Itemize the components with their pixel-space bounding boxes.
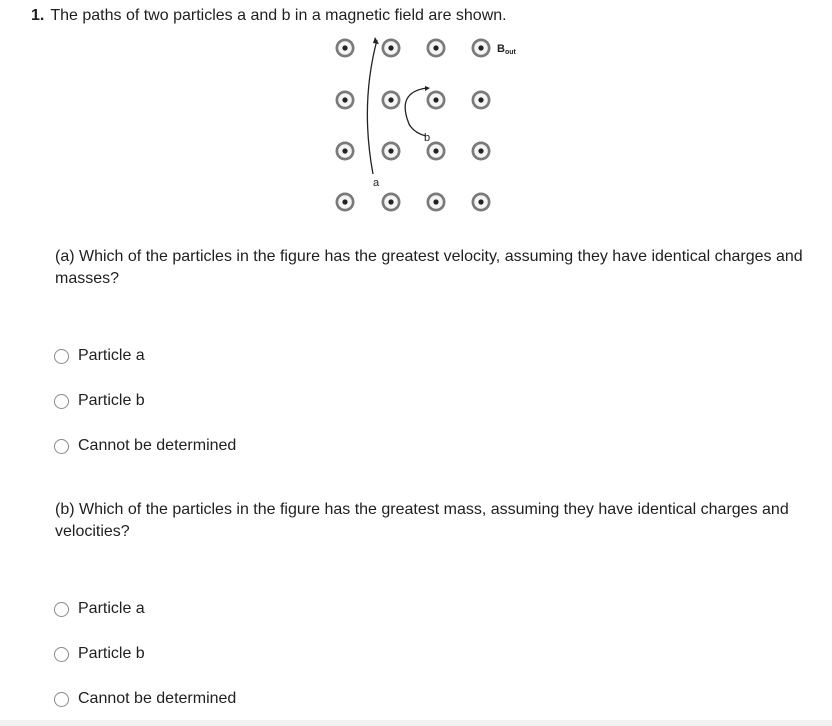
field-out-symbol <box>336 91 355 110</box>
part-b-option-particle-b[interactable] <box>54 644 145 664</box>
option-label: Particle a <box>78 347 145 364</box>
field-out-symbol <box>382 91 401 110</box>
path-a-label: a <box>373 177 380 189</box>
field-out-symbol <box>472 39 491 58</box>
page-bottom-divider <box>0 720 832 726</box>
field-out-symbol <box>427 193 446 212</box>
field-out-symbol <box>336 142 355 161</box>
part-a-option-particle-a[interactable] <box>54 346 145 366</box>
question-header <box>31 6 507 26</box>
radio-button[interactable] <box>54 394 69 409</box>
particle-a-path <box>367 40 377 174</box>
field-out-symbol <box>336 193 355 212</box>
field-out-symbol <box>472 193 491 212</box>
path-b-label: b <box>424 132 431 144</box>
field-out-symbol <box>472 91 491 110</box>
part-a-option-cannot-determine[interactable] <box>54 436 236 456</box>
radio-button[interactable] <box>54 349 69 364</box>
field-out-symbol <box>382 142 401 161</box>
field-out-symbol <box>427 39 446 58</box>
part-b-option-particle-a[interactable] <box>54 599 145 619</box>
field-out-symbol <box>472 142 491 161</box>
magnetic-field-diagram <box>326 32 546 222</box>
question-text: The paths of two particles a and b in a magnetic field are shown. <box>50 7 507 24</box>
field-out-symbol <box>427 91 446 110</box>
particle-b-arrowhead <box>425 86 430 91</box>
option-label: Particle a <box>78 600 145 617</box>
part-b-option-cannot-determine[interactable] <box>54 689 236 709</box>
radio-button[interactable] <box>54 602 69 617</box>
radio-button[interactable] <box>54 647 69 662</box>
question-number: 1. <box>31 7 45 24</box>
magnetic-field-figure <box>326 32 546 222</box>
part-a-prompt: (a) Which of the particles in the figure has the greatest velocity, assuming they have identical charges and masses? <box>55 248 803 287</box>
field-out-symbol <box>427 142 446 161</box>
part-b-prompt: (b) Which of the particles in the figure has the greatest mass, assuming they have identical charges and velocities? <box>55 501 789 540</box>
field-label: Bout <box>497 43 516 56</box>
field-out-symbol <box>382 193 401 212</box>
field-out-symbol <box>336 39 355 58</box>
radio-button[interactable] <box>54 439 69 454</box>
particle-a-arrowhead <box>373 37 379 44</box>
option-label: Particle b <box>78 645 145 662</box>
field-out-symbol <box>382 39 401 58</box>
part-a-option-particle-b[interactable] <box>54 391 145 411</box>
option-label: Cannot be determined <box>78 690 237 707</box>
option-label: Cannot be determined <box>78 437 237 454</box>
radio-button[interactable] <box>54 692 69 707</box>
particle-b-path <box>405 88 427 136</box>
option-label: Particle b <box>78 392 145 409</box>
